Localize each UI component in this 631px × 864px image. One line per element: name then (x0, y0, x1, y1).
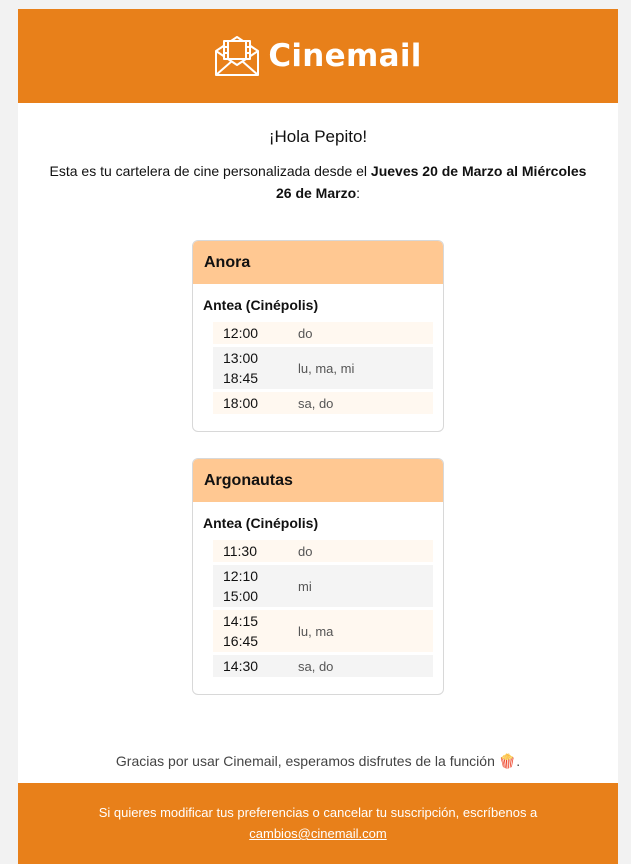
showtime-times (213, 392, 298, 414)
showtime-days: sa, do (298, 658, 334, 674)
movie-title: Argonautas (193, 459, 443, 502)
showtime-times (213, 655, 298, 677)
showtime-days: lu, ma, mi (298, 360, 355, 376)
showtime: 12:00 (223, 325, 259, 341)
showtime: 13:00 (223, 350, 259, 366)
thanks-text: Gracias por usar Cinemail, esperamos disfrutes de la función (115, 753, 495, 769)
footer (18, 783, 618, 864)
showtime-days: lu, ma (298, 623, 334, 639)
movie-card (192, 458, 444, 695)
brand-logo (214, 35, 421, 77)
showtime-days: mi (298, 578, 312, 594)
movie-title: Anora (193, 241, 443, 284)
cinema-name: Antea (Cinépolis) (203, 515, 319, 531)
showtime: 18:00 (223, 395, 259, 411)
movie-card (192, 240, 444, 432)
showtime-list (193, 322, 443, 431)
intro-text (46, 160, 590, 204)
showtime-row (213, 655, 433, 677)
showtime: 18:45 (223, 370, 259, 386)
showtime-list (193, 540, 443, 694)
envelope-film-icon (214, 35, 260, 77)
showtime: 11:30 (223, 543, 257, 559)
showtime-times (213, 540, 298, 562)
email-body (18, 9, 618, 864)
showtime: 15:00 (223, 588, 259, 604)
thanks-message (18, 753, 618, 770)
showtime-row (213, 322, 433, 344)
thanks-end: . (516, 753, 521, 769)
showtime: 12:10 (223, 568, 259, 584)
showtime-row (213, 565, 433, 607)
intro-suffix: : (356, 185, 361, 201)
showtime: 14:30 (223, 658, 259, 674)
showtime-times (213, 322, 298, 344)
header-banner (18, 9, 618, 103)
showtime-days: do (298, 325, 313, 341)
cinema-name: Antea (Cinépolis) (203, 297, 319, 313)
showtime: 16:45 (223, 633, 259, 649)
intro-prefix: Esta es tu cartelera de cine personalizada desde el (49, 163, 371, 179)
showtime-row (213, 540, 433, 562)
showtime-times (213, 565, 298, 607)
showtime-days: do (298, 543, 313, 559)
footer-email-link[interactable]: cambios@cinemail.com (249, 826, 387, 841)
showtime-row (213, 347, 433, 389)
greeting: ¡Hola Pepito! (268, 127, 368, 146)
showtime-row (213, 610, 433, 652)
popcorn-icon: 🍿 (498, 753, 517, 769)
showtime-times (213, 610, 298, 652)
date-range: Jueves 20 de Marzo al Miércoles 26 de Marzo (275, 163, 587, 201)
brand-name: Cinemail (268, 38, 422, 74)
showtime-times (213, 347, 298, 389)
footer-text: Si quieres modificar tus preferencias o cancelar tu suscripción, escríbenos a (98, 805, 538, 820)
showtime-row (213, 392, 433, 414)
showtime: 14:15 (223, 613, 259, 629)
showtime-days: sa, do (298, 395, 334, 411)
